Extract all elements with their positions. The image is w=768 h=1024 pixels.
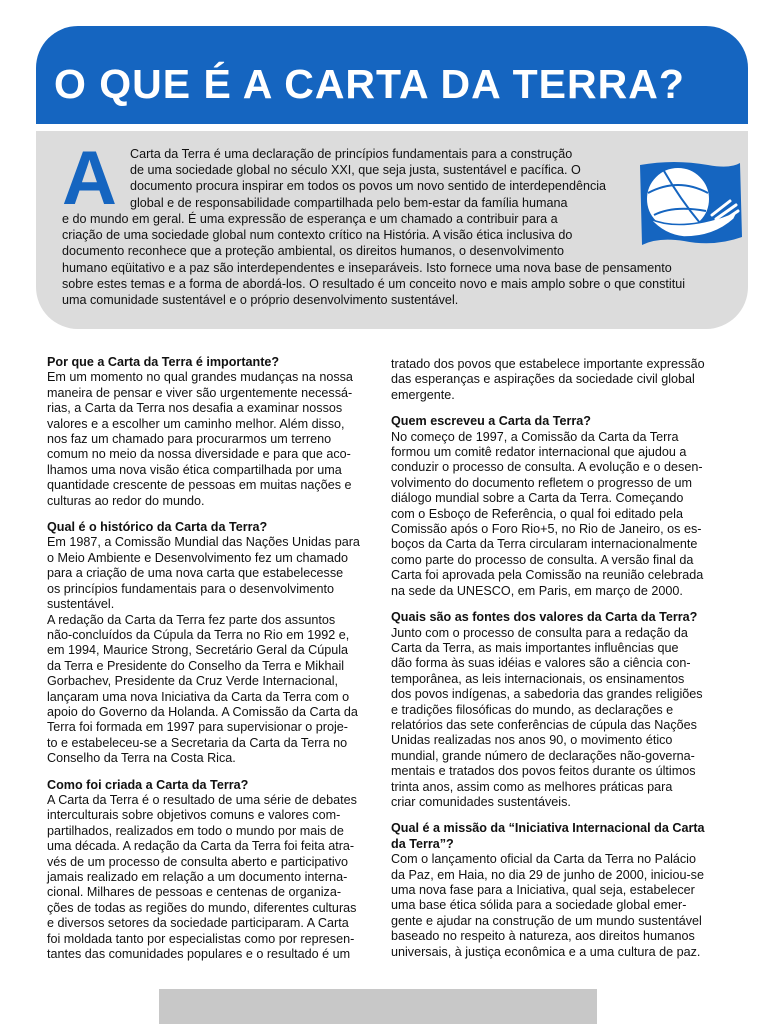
text-line: No começo de 1997, a Comissão da Carta da Terra (391, 429, 679, 444)
text-line: Em 1987, a Comissão Mundial das Nações Unidas para (47, 535, 360, 550)
intro-box (36, 131, 748, 329)
text-line: sustentável. (47, 597, 115, 612)
text-line: rias, a Carta da Terra nos desafia a examinar nossos (47, 401, 343, 416)
page-title: O QUE É A CARTA DA TERRA? (54, 61, 685, 107)
text-line: Em um momento no qual grandes mudanças na nossa (47, 370, 353, 385)
text-line: jamais realizado em relação a um documento interna- (47, 870, 348, 884)
text-line: tantes das comunidades populares e o resultado é um (47, 947, 351, 962)
text-line: maneira de pensar e viver são urgentemente necessá- (47, 385, 353, 400)
text-line: uma década. A redação da Carta da Terra foi feita atra- (47, 839, 355, 854)
text-line: gente e ajudar na construção de um mundo sustentável (391, 913, 702, 928)
text-line: como parte do processo de consulta. A versão final da (391, 552, 694, 567)
text-line: Carta foi aprovada pela Comissão na reunião celebrada (391, 568, 704, 583)
text-line: lançaram uma nova Iniciativa da Carta da Terra com o (47, 689, 350, 704)
text-line: com o Esboço de Referência, o qual foi editado pela (391, 506, 683, 521)
text-line: e tradições filosóficas do mundo, as declarações e (391, 702, 674, 717)
text-line: da Terra e Presidente do Conselho da Terra e Mikhail (47, 658, 345, 673)
text-line: universais, à justiça econômica e a uma cultura de paz. (391, 944, 701, 959)
text-line: comum no meio da nossa diversidade e para que aco- (47, 447, 351, 462)
intro-line: uma comunidade sustentável e o próprio desenvolvimento sustentável. (62, 293, 459, 307)
text-line: A redação da Carta da Terra fez parte dos assuntos (47, 612, 336, 627)
text-line: volvimento do documento refletem o progresso de um (391, 475, 693, 490)
text-line: e diversos setores da sociedade participaram. A Carta (47, 916, 349, 931)
earth-charter-logo-icon (634, 157, 746, 251)
text-line: mundial, grande número de declarações não-governa- (391, 748, 695, 763)
text-line: Unidas realizadas nos anos 90, o movimento ético (391, 733, 673, 748)
text-line: diálogo mundial sobre a Carta da Terra. Começando (391, 491, 684, 506)
text-line: Carta da Terra, as mais importantes influências que (391, 640, 679, 655)
text-line: to e estabeleceu-se a Secretaria da Carta da Terra no (47, 735, 348, 750)
text-line: formou um comitê redator internacional que ajudou a (391, 445, 687, 460)
text-line: trinta anos, assim como as melhores práticas para (391, 779, 673, 794)
section-heading: Como foi criada a Carta da Terra? (47, 777, 249, 792)
text-line: para a criação de uma nova carta que estabelecesse (47, 566, 344, 581)
text-line: Conselho da Terra na Costa Rica. (47, 751, 236, 766)
text-line: uma nova fase para a Iniciativa, qual seja, estabelecer (391, 883, 695, 897)
intro-line: sobre estes temas e a forma de abordá-los. O resultado é um conceito novo e mais amplo sobre o que constitui (62, 277, 686, 291)
text-line: Junto com o processo de consulta para a redação da (391, 625, 688, 640)
text-line: dos povos indígenas, a sabedoria das grandes religiões (391, 687, 703, 702)
text-line: Gorbachev, Presidente da Cruz Verde Internacional, (47, 674, 338, 689)
text-line: tratado dos povos que estabelece importante expressão (391, 357, 705, 371)
text-line: relatórios das sete conferências de cúpula das Nações (391, 717, 697, 732)
section-heading: Qual é a missão da “Iniciativa Internacional da Carta (391, 821, 705, 836)
text-line: conduzir o processo de consulta. A evolução e o desen- (391, 460, 703, 475)
text-line: lhamos uma nova visão ética compartilhada por uma (47, 462, 342, 477)
text-line: cional. Milhares de pessoas e centenas de organiza- (47, 885, 342, 900)
text-line: Terra foi formada em 1997 para supervisionar o proje- (47, 720, 349, 735)
text-line: da Paz, em Haia, no dia 29 de junho de 2000, iniciou-se (391, 867, 704, 882)
intro-line: criação de uma sociedade global num contexto crítico na História. A visão ética inclusiva do (62, 228, 573, 242)
text-line: vés de um processo de consulta aberto e participativo (47, 854, 349, 869)
section-heading: Quais são as fontes dos valores da Carta da Terra? (391, 610, 698, 625)
text-line: criar comunidades sustentáveis. (391, 794, 571, 809)
intro-line: documento procura inspirar em todos os povos um novo sentido de interdependência (130, 179, 607, 193)
left-column (47, 355, 360, 962)
text-line: partilhados, realizados em todo o mundo por mais de (47, 823, 344, 838)
section-heading: da Terra”? (391, 836, 454, 851)
text-line: mentais e tratados dos povos feitos durante os últimos (391, 764, 696, 779)
intro-line: Carta da Terra é uma declaração de princípios fundamentais para a construção (130, 147, 573, 161)
section-heading: Qual é o histórico da Carta da Terra? (47, 520, 268, 535)
intro-line: humano eqüitativo e a paz são interdependentes e inseparáveis. Isto fornece uma nova base de pensamento (62, 261, 672, 275)
text-line: interculturais sobre objetivos comuns e valores com- (47, 808, 341, 823)
text-line: Com o lançamento oficial da Carta da Terra no Palácio (391, 852, 696, 867)
text-line: na sede da UNESCO, em Paris, em março de 2000. (391, 583, 683, 598)
text-line: baseado no respeito à natureza, aos direitos humanos (391, 929, 695, 944)
text-line: ções de todas as regiões do mundo, diferentes culturas (47, 900, 357, 915)
right-column (391, 357, 705, 960)
title-banner (36, 26, 748, 124)
text-line: boços da Carta da Terra circularam internacionalmente (391, 537, 698, 552)
text-line: A Carta da Terra é o resultado de uma série de debates (47, 792, 357, 807)
text-line: não-concluídos da Cúpula da Terra no Rio em 1992 e, (47, 627, 350, 642)
text-line: das esperanças e aspirações da sociedade civil global (391, 372, 695, 387)
text-line: em 1994, Maurice Strong, Secretário Geral da Cúpula (47, 643, 349, 658)
intro-line: documento reconhece que a proteção ambiental, os direitos humanos, o desenvolvimento (62, 244, 564, 258)
text-line: valores e a escolher um caminho melhor. Além disso, (47, 416, 345, 431)
text-line: quantidade crescente de pessoas em muitas nações e (47, 478, 352, 493)
text-line: foi moldada tanto por especialistas como por represen- (47, 931, 355, 946)
text-line: temporânea, as leis internacionais, os ensinamentos (391, 671, 685, 686)
text-line: o Meio Ambiente e Desenvolvimento fez um chamado (47, 550, 349, 565)
text-line: dão forma às suas idéias e valores são a ciência con- (391, 656, 691, 671)
text-line: os princípios fundamentais para o desenvolvimento (47, 581, 335, 596)
text-line: nos faz um chamado para procurarmos um terreno (47, 432, 332, 447)
intro-line: global e de responsabilidade compartilhada pelo bem-estar da família humana (130, 196, 568, 210)
text-line: emergente. (391, 387, 455, 402)
section-heading: Quem escreveu a Carta da Terra? (391, 414, 591, 429)
text-line: Comissão após o Foro Rio+5, no Rio de Janeiro, os es- (391, 522, 702, 537)
section-heading: Por que a Carta da Terra é importante? (47, 355, 280, 369)
intro-line: e do mundo em geral. É uma expressão de esperança e um chamado a contribuir para a (62, 212, 558, 226)
intro-line: de uma sociedade global no século XXI, que seja justa, sustentável e pacífica. O (130, 163, 581, 177)
drop-cap: A (62, 136, 117, 221)
text-line: uma base ética sólida para a sociedade global emer- (391, 898, 687, 913)
text-line: culturas ao redor do mundo. (47, 493, 205, 508)
footer-bar (159, 989, 597, 1024)
text-line: apoio do Governo da Holanda. A Comissão da Carta da (47, 704, 358, 719)
